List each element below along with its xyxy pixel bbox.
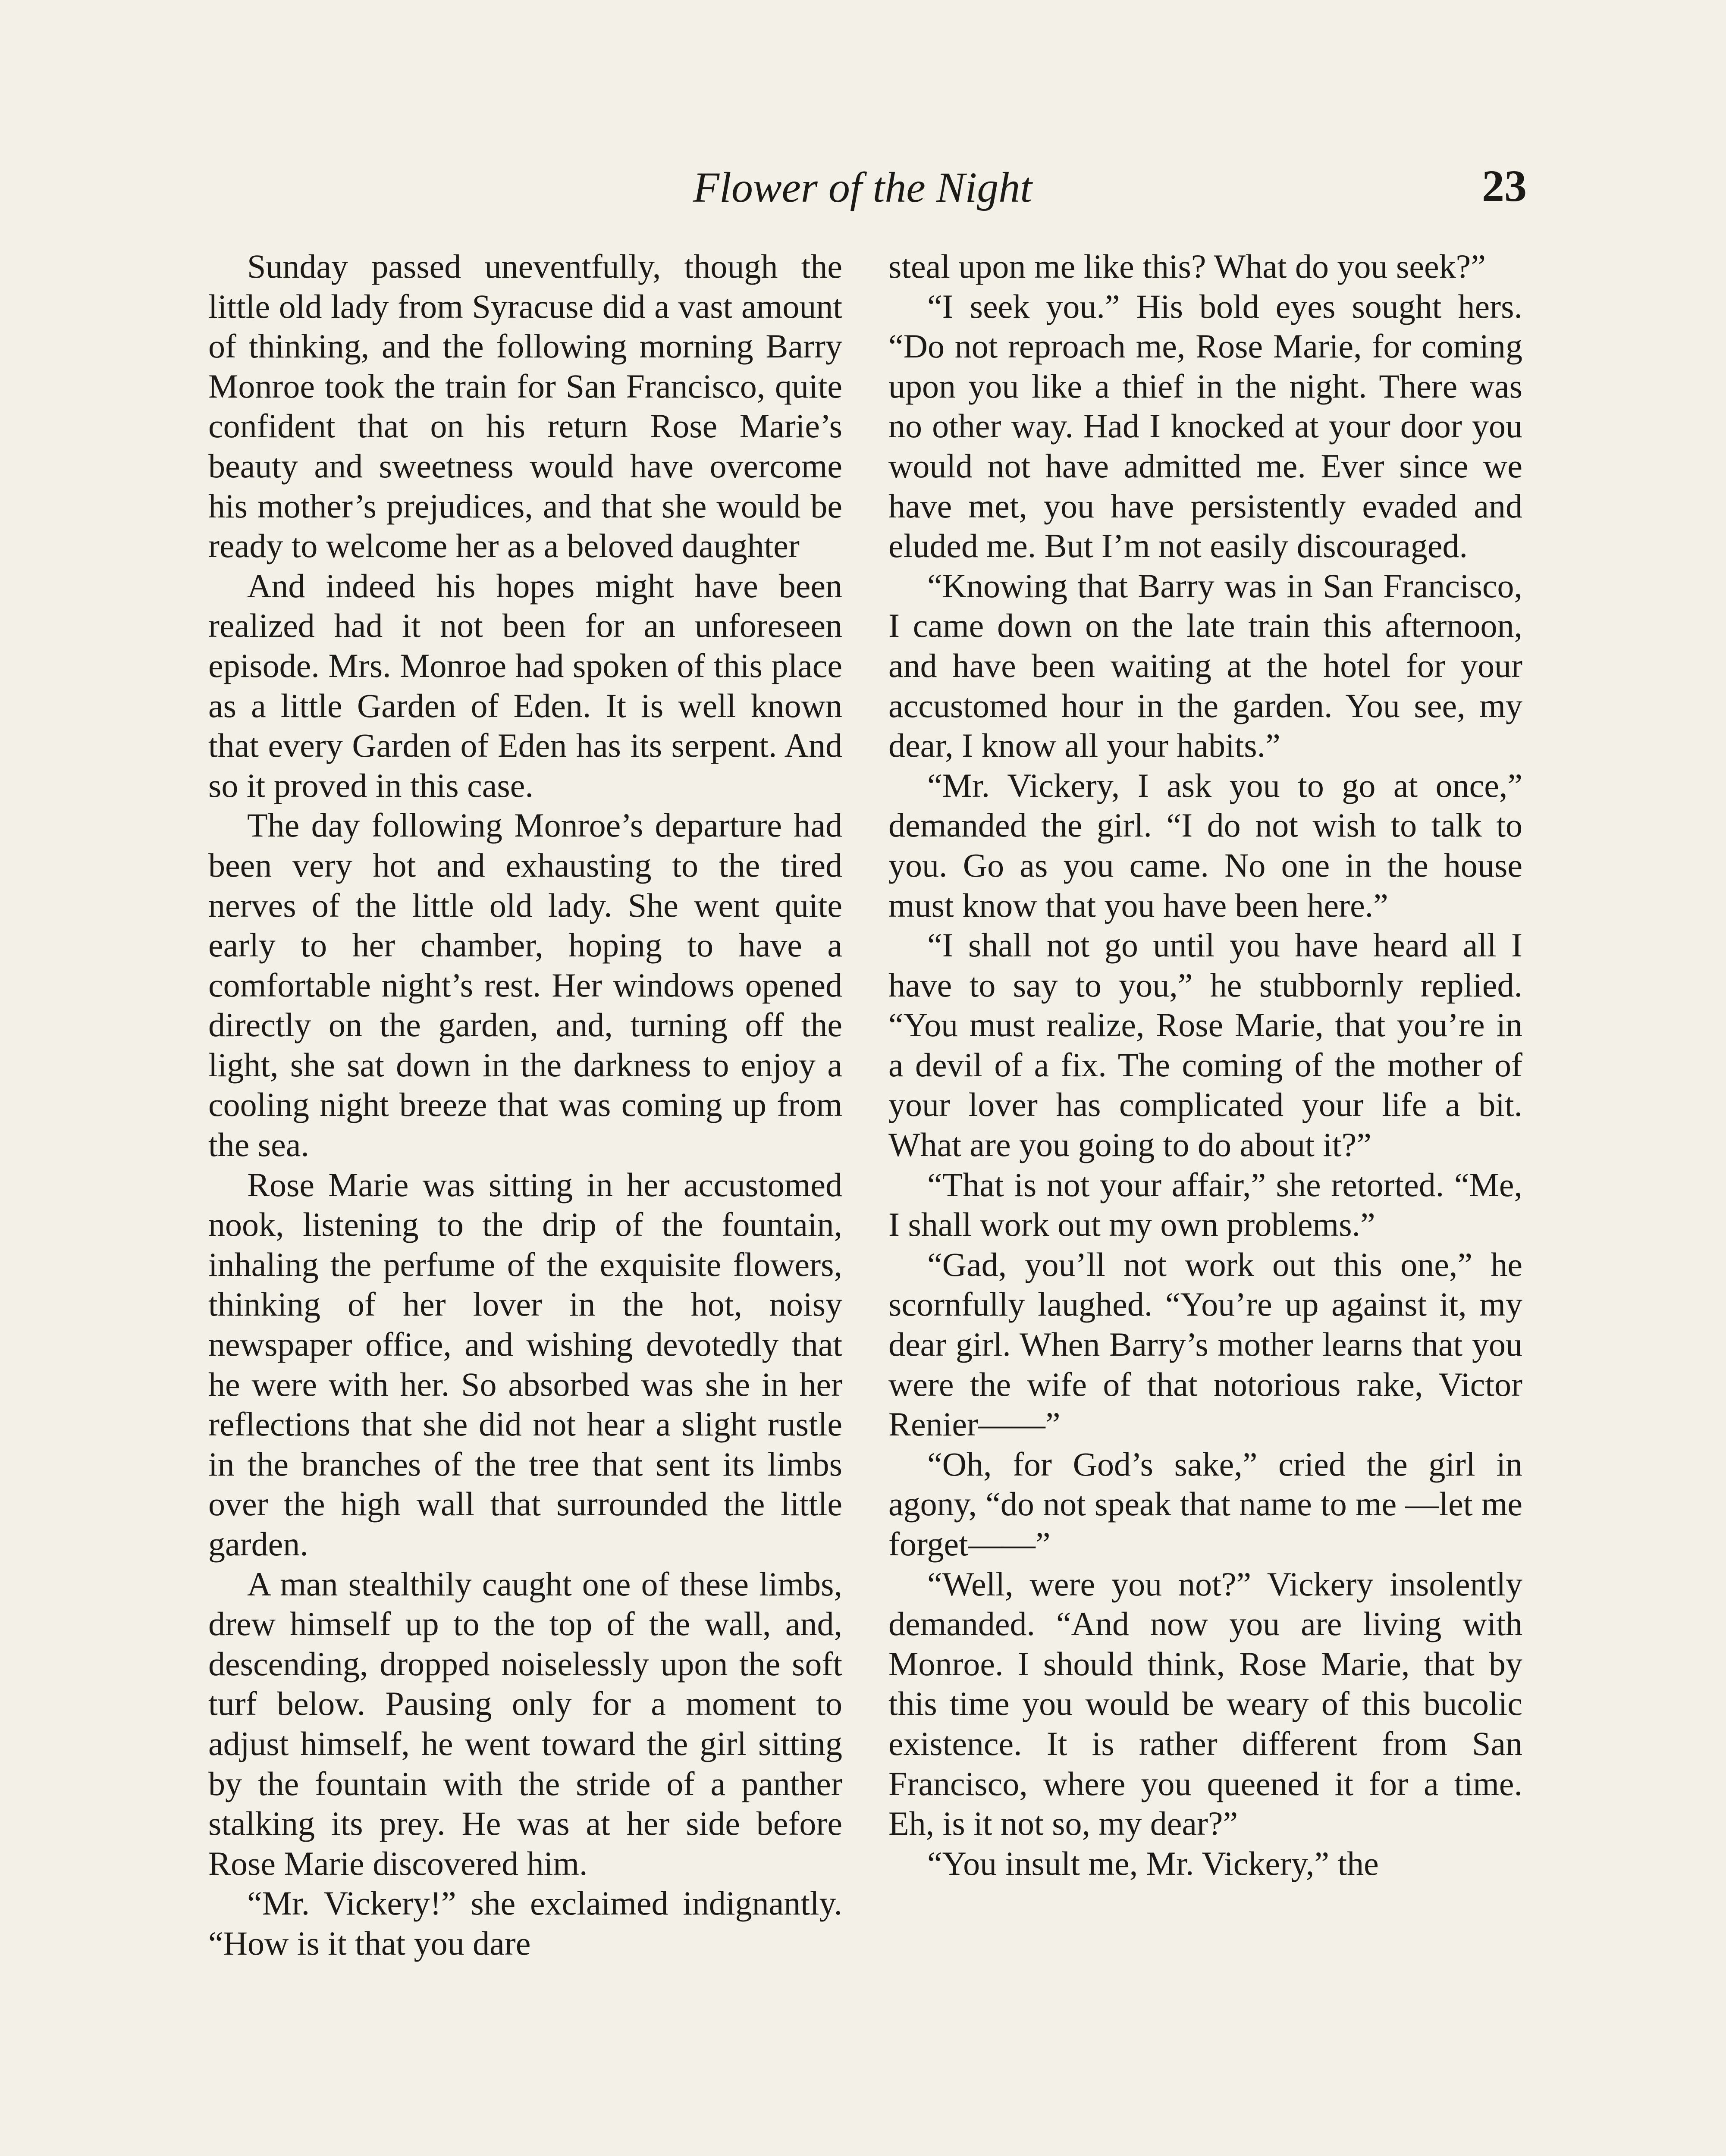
paragraph: Rose Marie was sitting in her accustomed nook, listening to the drip of the fountain, inhaling the perfume of the exquisite flowers, thinking of her lover in the hot, noisy newspaper office, and wishing devotedly that he were with her. So absorbed was she in her reflections that she did not hear a slight rustle in the branches of the tree that sent its limbs over the high wall that surrounded the little garden. [208, 1166, 842, 1563]
paragraph: “Mr. Vickery!” she exclaimed indignantly. “How is it that you dare [208, 1884, 842, 1962]
paragraph: “I shall not go until you have heard all I have to say to you,” he stubbornly replied. “You must realize, Rose Marie, that you’re in a devil of a fix. The coming of the mother of your lover has complicated your life a bit. What are you going to do about it?” [888, 926, 1522, 1164]
paragraph: Sunday passed uneventfully, though the little old lady from Syracuse did a vast amount of thinking, and the following morning Barry Monroe took the train for San Francisco, quite confident that on his return Rose Marie’s beauty and sweetness would have overcome his mother’s prejudices, and that she would be ready to welcome her as a beloved daughter [208, 248, 842, 565]
running-title: Flower of the Night [693, 163, 1032, 211]
left-text-column [208, 247, 842, 1964]
paragraph: “You insult me, Mr. Vickery,” the [927, 1844, 1379, 1882]
right-text-column [888, 247, 1522, 1883]
paragraph: “Knowing that Barry was in San Francisco, I came down on the late train this afternoon, and have been waiting at the hotel for your accustomed hour in the garden. You see, my dear, I know all your habits.” [888, 567, 1522, 765]
paragraph-continuation: steal upon me like this? What do you seek?” [888, 248, 1486, 285]
page-number: 23 [1482, 161, 1527, 211]
paragraph: “That is not your affair,” she retorted. “Me, I shall work out my own problems.” [888, 1166, 1522, 1244]
paragraph: “Gad, you’ll not work out this one,” he scornfully laughed. “You’re up against it, my dear girl. When Barry’s mother learns that you were the wife of that notorious rake, Victor Renier——” [888, 1245, 1522, 1443]
paragraph: A man stealthily caught one of these limbs, drew himself up to the top of the wall, and, descending, dropped noiselessly upon the soft turf below. Pausing only for a moment to adjust himself, he went toward the girl sitting by the fountain with the stride of a panther stalking its prey. He was at her side before Rose Marie discovered him. [208, 1565, 842, 1882]
paragraph: “I seek you.” His bold eyes sought hers. “Do not reproach me, Rose Marie, for coming upon you like a thief in the night. There was no other way. Had I knocked at your door you would not have admitted me. Ever since we have met, you have persistently evaded and eluded me. But I’m not easily discouraged. [888, 287, 1522, 565]
paragraph: “Oh, for God’s sake,” cried the girl in agony, “do not speak that name to me —let me forget——” [888, 1445, 1522, 1563]
paragraph: “Mr. Vickery, I ask you to go at once,” demanded the girl. “I do not wish to talk to you. Go as you came. No one in the house must know that you have been here.” [888, 766, 1522, 924]
paragraph: The day following Monroe’s departure had been very hot and exhausting to the tired nerves of the little old lady. She went quite early to her chamber, hoping to have a comfortable night’s rest. Her windows opened directly on the garden, and, turning off the light, she sat down in the darkness to enjoy a cooling night breeze that was coming up from the sea. [208, 806, 842, 1164]
paragraph: And indeed his hopes might have been realized had it not been for an unforeseen episode. Mrs. Monroe had spoken of this place as a little Garden of Eden. It is well known that every Garden of Eden has its serpent. And so it proved in this case. [208, 567, 842, 804]
paragraph: “Well, were you not?” Vickery insolently demanded. “And now you are living with Monroe. I should think, Rose Marie, that by this time you would be weary of this bucolic existence. It is rather different from San Francisco, where you queened it for a time. Eh, is it not so, my dear?” [888, 1565, 1522, 1843]
